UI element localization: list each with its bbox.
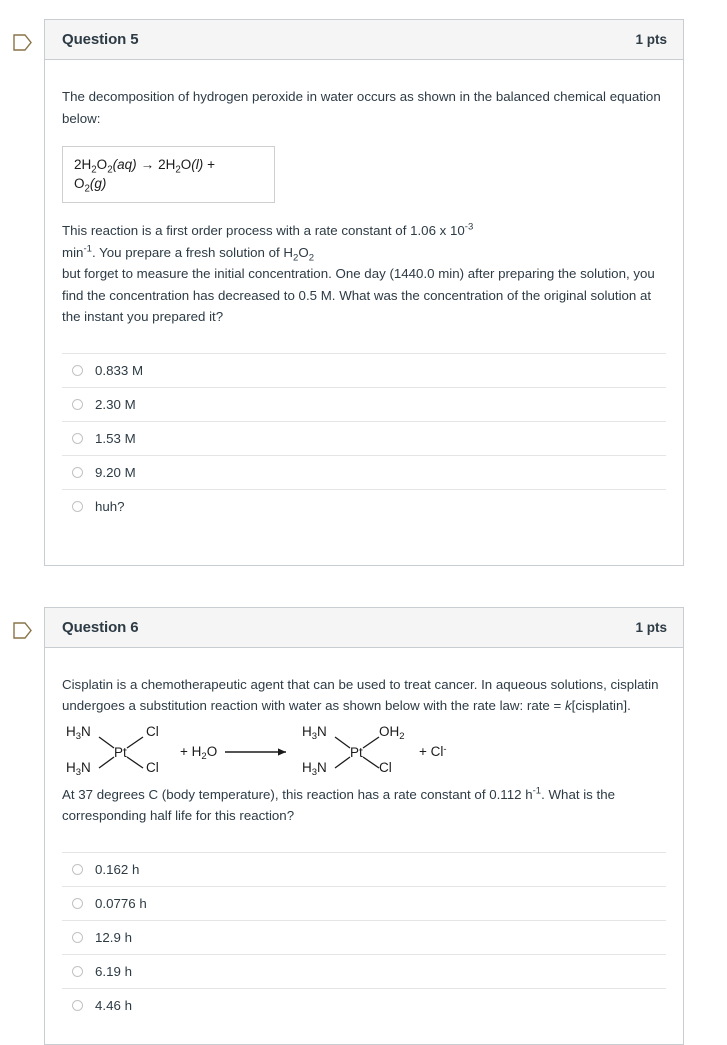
question-card-6 (44, 607, 684, 1045)
answer-label: 0.0776 h (95, 895, 147, 911)
equation-product-state: (l) (191, 157, 204, 172)
question-points-6: 1 pts (635, 619, 667, 635)
reactant-top-right-label: Cl (146, 723, 159, 739)
byproduct-chloride-label: + Cl- (419, 743, 447, 759)
q6-intro-seg2: [cisplatin]. (571, 697, 631, 713)
answer-option[interactable] (62, 886, 666, 920)
product-top-left-label: $H_3N$ (302, 723, 327, 742)
answer-option[interactable] (62, 920, 666, 954)
question-body-6 (45, 648, 683, 1044)
q5-text-seg1: This reaction is a first order process with a rate constant of 1.06 x 10 (62, 223, 465, 238)
answer-label: 0.833 M (95, 362, 144, 378)
reactant-bottom-right-label: Cl (146, 759, 159, 775)
question-points-5: 1 pts (635, 32, 667, 47)
answer-list-5 (62, 353, 666, 565)
question-6-body-text (62, 784, 662, 826)
question-block-5 (0, 19, 727, 566)
equation-plus-sign: + (207, 157, 215, 172)
product-center-label: Pt (350, 744, 363, 760)
q6-text-seg1: At 37 degrees C (body temperature), this reaction has a rate constant of 0.112 h (62, 786, 533, 802)
equation-reactant-state: (aq) (112, 157, 137, 172)
quiz-page (0, 19, 727, 1045)
radio-button-icon[interactable] (72, 898, 83, 909)
answer-label: 6.19 h (95, 963, 132, 979)
answer-option[interactable] (62, 353, 666, 387)
q5-text-seg5: but forget to measure the initial concentration. One day (1440.0 min) after preparing the solution, you find the concentration has decreased to 0.5 M. What was the concentration of the original solution at the instant you prepared it? (62, 266, 655, 324)
equation-reactant-formula: $H_2O_2$ (81, 157, 113, 176)
q6-intro-seg1: Cisplatin is a chemotherapeutic agent that can be used to treat cancer. In aqueous solutions, cisplatin undergoes a substitution reaction with water as shown below with the rate law: rate = (62, 676, 659, 713)
flag-gutter-5 (0, 19, 44, 51)
equation-product2-state: (g) (89, 176, 107, 191)
question-title-5: Question 5 (62, 31, 139, 48)
q5-subscript-1: 2 (293, 252, 299, 264)
flag-gutter-6 (0, 607, 44, 639)
question-title-6: Question 6 (62, 618, 139, 636)
cisplatin-reaction-scheme (62, 720, 666, 782)
radio-button-icon[interactable] (72, 1000, 83, 1011)
q5-text-seg4: O (298, 244, 309, 260)
bookmark-flag-icon[interactable] (13, 622, 32, 639)
question-block-6 (0, 607, 727, 1045)
reaction-arrow-icon: → (140, 157, 155, 172)
question-body-5 (45, 60, 683, 565)
q5-exponent-2: -1 (83, 243, 92, 255)
q6-exponent-1: -1 (532, 785, 542, 797)
equation-product-formula: $H_2O$ (165, 157, 192, 176)
q5-exponent-1: -3 (464, 221, 474, 233)
radio-button-icon[interactable] (72, 365, 83, 376)
question-6-intro-text (62, 674, 662, 716)
question-header-5 (45, 20, 683, 60)
question-5-intro-text: The decomposition of hydrogen peroxide in water occurs as shown in the balanced chemical equation below: (62, 89, 661, 126)
product-top-right-label: $OH_2$ (379, 723, 405, 742)
answer-option[interactable] (62, 988, 666, 1022)
q5-text-seg3: . You prepare a fresh solution of H (91, 244, 294, 260)
reactant-top-left-label: $H_3N$ (66, 723, 91, 742)
q5-subscript-2: 2 (308, 252, 315, 264)
reagent-water-label: + $H_2O$ (180, 743, 218, 762)
answer-option[interactable] (62, 954, 666, 988)
arrow-right-icon (225, 748, 286, 755)
radio-button-icon[interactable] (72, 399, 83, 410)
answer-label: 2.30 M (95, 396, 136, 412)
equation-product2-formula: $O_2$ (74, 176, 90, 195)
answer-option[interactable] (62, 455, 666, 489)
answer-label: 0.162 h (95, 861, 140, 877)
reactant-center-label: Pt (114, 744, 127, 760)
reactant-bottom-left-label: $H_3N$ (66, 759, 91, 778)
question-card-5 (44, 19, 684, 566)
answer-option[interactable] (62, 387, 666, 421)
radio-button-icon[interactable] (72, 467, 83, 478)
q6-text-seg2: . What is the corresponding half life for this reaction? (62, 786, 616, 823)
answer-option[interactable] (62, 489, 666, 523)
answer-list-6 (62, 852, 666, 1044)
balanced-equation-box (62, 146, 275, 203)
answer-label: 9.20 M (95, 464, 136, 480)
equation-reactant-coeff: 2 (74, 157, 82, 172)
radio-button-icon[interactable] (72, 932, 83, 943)
equation-product-coeff: 2 (158, 157, 166, 172)
question-header-6 (45, 608, 683, 648)
answer-option[interactable] (62, 421, 666, 455)
q5-text-seg2: min (62, 244, 84, 260)
answer-label: 4.46 h (95, 997, 132, 1013)
product-bottom-right-label: Cl (379, 759, 392, 775)
answer-label: 1.53 M (95, 430, 136, 446)
answer-option[interactable] (62, 852, 666, 886)
radio-button-icon[interactable] (72, 966, 83, 977)
answer-label: huh? (95, 498, 125, 514)
radio-button-icon[interactable] (72, 433, 83, 444)
question-5-body-text (62, 220, 662, 328)
radio-button-icon[interactable] (72, 501, 83, 512)
q6-rate-constant-k: k (564, 697, 572, 713)
bookmark-flag-icon[interactable] (13, 34, 32, 51)
answer-label: 12.9 h (95, 929, 132, 945)
radio-button-icon[interactable] (72, 864, 83, 875)
product-bottom-left-label: $H_3N$ (302, 759, 327, 778)
